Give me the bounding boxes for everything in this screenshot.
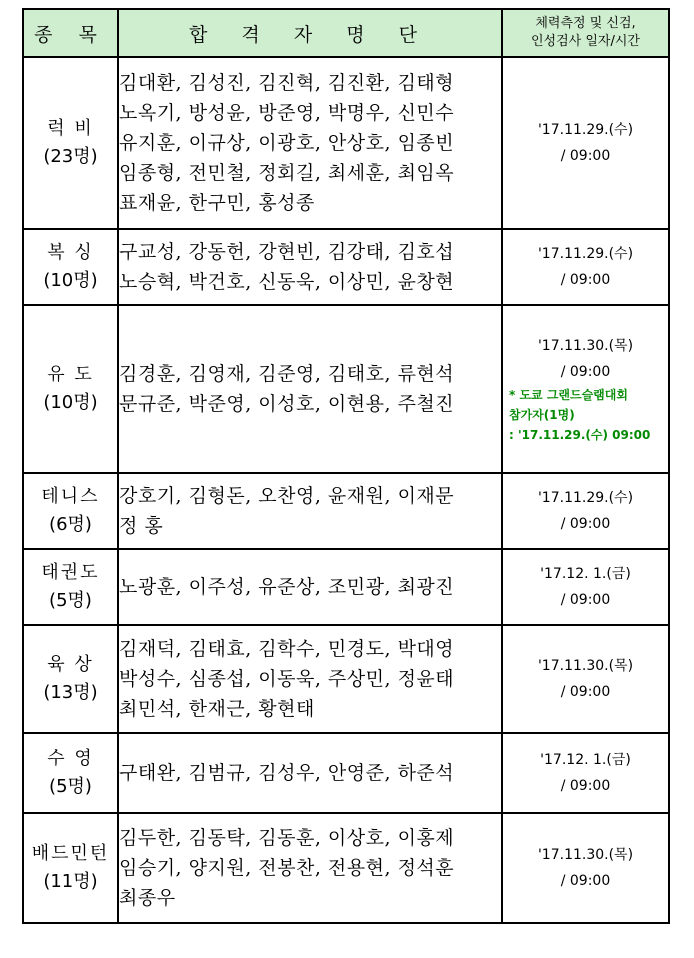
sport-name: 태권도 <box>41 562 100 583</box>
table-row <box>23 229 669 305</box>
names-line: 정 홍 <box>119 515 164 537</box>
sport-cell <box>23 625 118 733</box>
test-time: / 09:00 <box>560 148 611 164</box>
date-cell <box>502 733 669 813</box>
date-cell <box>502 305 669 473</box>
test-date: '17.12. 1.(금) <box>540 752 631 768</box>
sport-name: 육 상 <box>47 654 94 675</box>
test-time: / 09:00 <box>560 516 611 532</box>
names-line: 문규준, 박준영, 이성호, 이현용, 주철진 <box>119 393 455 415</box>
sport-cell <box>23 305 118 473</box>
special-note-line: : '17.11.29.(수) 09:00 <box>509 428 651 442</box>
sport-name: 복 싱 <box>47 242 94 263</box>
names-line: 최종우 <box>119 887 176 909</box>
special-note-line: * 도쿄 그랜드슬램대회 <box>509 388 628 402</box>
test-time: / 09:00 <box>560 364 611 380</box>
sport-cell <box>23 229 118 305</box>
names-cell <box>118 229 502 305</box>
names-line: 표재윤, 한구민, 홍성종 <box>119 192 315 214</box>
test-time: / 09:00 <box>560 272 611 288</box>
sport-cell <box>23 733 118 813</box>
names-cell <box>118 733 502 813</box>
names-line: 노옥기, 방성윤, 방준영, 박명우, 신민수 <box>119 102 455 124</box>
names-line: 구교성, 강동헌, 강현빈, 김강태, 김호섭 <box>119 241 455 263</box>
names-line: 노광훈, 이주성, 유준상, 조민광, 최광진 <box>119 576 455 598</box>
header-sport: 종 목 <box>23 9 118 57</box>
date-cell <box>502 813 669 923</box>
table-row <box>23 549 669 625</box>
sport-cell <box>23 473 118 549</box>
test-date: '17.11.30.(목) <box>537 847 634 863</box>
date-cell <box>502 473 669 549</box>
test-date: '17.11.29.(수) <box>537 490 634 506</box>
table-row <box>23 733 669 813</box>
sport-count: (23명) <box>43 146 98 167</box>
special-note-line: 참가자(1명) <box>509 408 575 422</box>
sport-name: 테니스 <box>41 486 100 507</box>
test-date: '17.11.30.(목) <box>537 658 634 674</box>
names-line: 김두한, 김동탁, 김동훈, 이상호, 이홍제 <box>119 827 455 849</box>
date-cell <box>502 229 669 305</box>
names-cell <box>118 549 502 625</box>
names-line: 김경훈, 김영재, 김준영, 김태호, 류현석 <box>119 363 455 385</box>
sport-count: (11명) <box>43 871 98 892</box>
test-date: '17.11.29.(수) <box>537 122 634 138</box>
date-cell <box>502 57 669 229</box>
names-cell <box>118 473 502 549</box>
table-row <box>23 57 669 229</box>
test-date: '17.12. 1.(금) <box>540 566 631 582</box>
table-row <box>23 813 669 923</box>
sport-count: (13명) <box>43 682 98 703</box>
names-line: 김대환, 김성진, 김진혁, 김진환, 김태형 <box>119 72 455 94</box>
sport-name: 수 영 <box>47 748 94 769</box>
names-line: 유지훈, 이규상, 이광호, 안상호, 임종빈 <box>119 132 455 154</box>
names-line: 강호기, 김형돈, 오찬영, 윤재원, 이재문 <box>119 485 455 507</box>
date-cell <box>502 549 669 625</box>
header-date: 체력측정 및 신검, 인성검사 일자/시간 <box>502 9 669 57</box>
sport-count: (5명) <box>49 776 92 797</box>
header-names: 합 격 자 명 단 <box>118 9 502 57</box>
test-time: / 09:00 <box>560 592 611 608</box>
date-cell <box>502 625 669 733</box>
test-time: / 09:00 <box>560 684 611 700</box>
sport-count: (5명) <box>49 590 92 611</box>
names-cell <box>118 813 502 923</box>
sport-name: 배드민턴 <box>31 843 110 864</box>
table-row <box>23 305 669 473</box>
names-line: 임종형, 전민철, 정회길, 최세훈, 최임옥 <box>119 162 455 184</box>
sport-count: (10명) <box>43 392 98 413</box>
names-cell <box>118 57 502 229</box>
sport-name: 유 도 <box>47 364 94 385</box>
table-row <box>23 625 669 733</box>
test-date: '17.11.30.(목) <box>537 338 634 354</box>
names-cell <box>118 625 502 733</box>
names-line: 노승혁, 박건호, 신동욱, 이상민, 윤창현 <box>119 271 455 293</box>
test-date: '17.11.29.(수) <box>537 246 634 262</box>
sport-count: (6명) <box>49 514 92 535</box>
header-row <box>23 9 669 57</box>
names-cell <box>118 305 502 473</box>
test-time: / 09:00 <box>560 873 611 889</box>
sport-cell <box>23 549 118 625</box>
names-line: 박성수, 심종섭, 이동욱, 주상민, 정윤태 <box>119 668 455 690</box>
table-row <box>23 473 669 549</box>
sport-count: (10명) <box>43 270 98 291</box>
test-time: / 09:00 <box>560 778 611 794</box>
names-line: 최민석, 한재근, 황현태 <box>119 698 315 720</box>
sport-cell <box>23 57 118 229</box>
names-line: 임승기, 양지원, 전봉찬, 전용현, 정석훈 <box>119 857 455 879</box>
sport-cell <box>23 813 118 923</box>
special-note <box>503 385 668 445</box>
sport-name: 럭 비 <box>47 118 94 139</box>
roster-table <box>22 8 670 924</box>
names-line: 구태완, 김범규, 김성우, 안영준, 하준석 <box>119 762 455 784</box>
names-line: 김재덕, 김태효, 김학수, 민경도, 박대영 <box>119 638 455 660</box>
